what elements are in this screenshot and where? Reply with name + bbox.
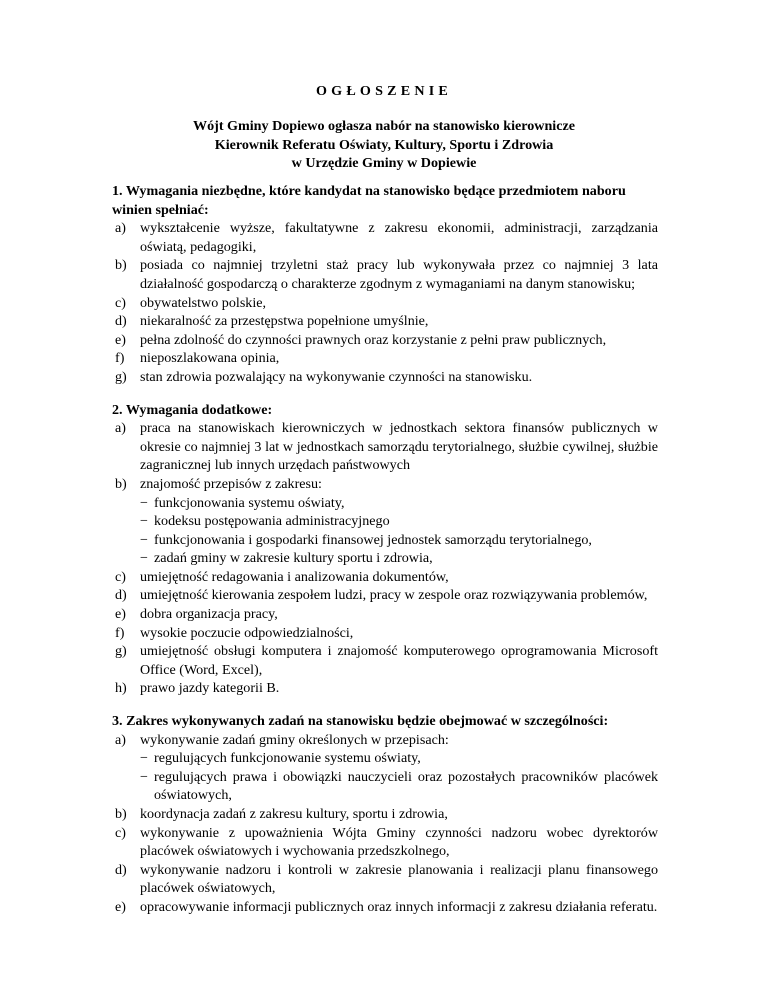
item-label: g) [115,368,127,385]
list-item [112,805,658,824]
item-label: c) [115,824,126,841]
item-text: dobra organizacja pracy, [140,606,278,623]
item-text: wykonywanie nadzoru i kontroli w zakresie planowania i realizacji planu finansowego placówek oświatowych, [140,861,658,897]
item-text: niekaralność za przestępstwa popełnione umyślnie, [140,313,429,330]
item-label: b) [115,806,127,822]
list-item [112,294,658,313]
item-label: a) [115,420,126,437]
dash-symbol: − [140,531,148,548]
list-item [112,331,658,350]
dash-item [112,768,658,805]
item-text: prawo jazdy kategorii B. [140,680,280,697]
dash-text: regulujących prawa i obowiązki nauczycieli oraz pozostałych pracowników placówek oświatowych, [154,768,658,804]
item-label: b) [115,475,127,492]
dash-symbol: − [140,750,148,767]
item-text: posiada co najmniej trzyletni staż pracy lub wykonywała przez co najmniej 3 lata działalność gospodarczą o charakterze zgodnym z wymaganiami na danym stanowisku; [140,257,658,292]
item-label: c) [115,294,126,311]
list-item [112,679,658,698]
item-label: d) [115,861,127,878]
list-item [112,731,658,750]
document-content [112,182,658,931]
list-item [112,586,658,605]
item-label: e) [115,331,126,348]
subtitle-line-3: w Urzędzie Gminy w Dopiewie [291,155,477,172]
section-requirements-essential [112,182,658,387]
item-label: b) [115,257,127,274]
list-item [112,312,658,331]
list-item [112,475,658,494]
dash-symbol: − [140,768,148,785]
dash-item [112,549,658,568]
dash-text: zadań gminy w zakresie kultury sportu i zdrowia, [154,550,433,567]
item-text: praca na stanowiskach kierowniczych w jednostkach sektora finansów publicznych w okresie co najmniej 3 lat w jednostkach samorządu terytorialnego, służbie cywilnej, służbie zagranicznej lub innych urzędach państwowych [140,420,658,474]
list-item [112,256,658,293]
dash-item [112,512,658,531]
list-item [112,219,658,256]
item-label: c) [115,568,126,585]
section-heading: 2. Wymagania dodatkowe: [112,401,273,418]
subtitle-line-2: Kierownik Referatu Oświaty, Kultury, Sportu i Zdrowia [214,136,554,153]
item-label: g) [115,643,127,660]
item-text: obywatelstwo polskie, [140,294,267,311]
dash-item [112,494,658,513]
item-text: znajomość przepisów z zakresu: [140,475,322,492]
dash-text: kodeksu postępowania administracyjnego [154,513,390,530]
item-label: d) [115,587,127,604]
item-label: a) [115,220,126,237]
dash-symbol: − [140,513,148,530]
item-label: e) [115,606,126,623]
item-label: e) [115,898,126,915]
dash-symbol: − [140,494,148,511]
list-item [112,642,658,679]
item-text: umiejętność obsługi komputera i znajomość komputerowego oprogramowania Microsoft Office (Word, Excel), [140,643,658,678]
section-requirements-additional [112,401,658,699]
item-label: f) [115,350,125,367]
dash-text: funkcjonowania i gospodarki finansowej jednostek samorządu terytorialnego, [154,531,592,548]
subtitle-line-1: Wójt Gminy Dopiewo ogłasza nabór na stanowisko kierownicze [193,118,575,134]
item-text: umiejętność redagowania i analizowania dokumentów, [140,568,449,585]
item-label: h) [115,680,127,697]
list-item [112,605,658,624]
item-label: a) [115,731,126,748]
list-item [112,349,658,368]
dash-text: funkcjonowania systemu oświaty, [154,494,345,511]
list-item [112,568,658,587]
section-heading: 1. Wymagania niezbędne, które kandydat na stanowisko będące przedmiotem naboru winien spełniać: [112,183,626,218]
item-text: wykonywanie zadań gminy określonych w przepisach: [140,731,449,748]
item-text: stan zdrowia pozwalający na wykonywanie czynności na stanowisku. [140,368,533,385]
section-heading: 3. Zakres wykonywanych zadań na stanowisku będzie obejmować w szczególności: [112,713,609,730]
item-text: pełna zdolność do czynności prawnych oraz korzystanie z pełni praw publicznych, [140,331,607,348]
document-subtitle [0,117,768,173]
list-item [112,624,658,643]
item-label: d) [115,313,127,330]
dash-item [112,531,658,550]
item-text: wysokie poczucie odpowiedzialności, [140,624,354,641]
list-item [112,824,658,861]
item-text: wykonywanie z upoważnienia Wójta Gminy czynności nadzoru wobec dyrektorów placówek oświatowych i wychowania przedszkolnego, [140,824,658,860]
dash-text: regulujących funkcjonowanie systemu oświaty, [154,750,421,767]
item-text: koordynacja zadań z zakresu kultury, sportu i zdrowia, [140,806,448,822]
list-item [112,861,658,898]
document-title: OGŁOSZENIE [316,83,452,99]
dash-symbol: − [140,550,148,567]
section-scope-of-duties [112,712,658,917]
item-text: nieposzlakowana opinia, [140,350,280,367]
list-item [112,419,658,475]
list-item [112,368,658,387]
item-text: wykształcenie wyższe, fakultatywne z zakresu ekonomii, administracji, zarządzania oświatą, pedagogiki, [140,220,658,255]
item-text: umiejętność kierowania zespołem ludzi, pracy w zespole oraz rozwiązywania problemów, [140,587,648,604]
item-label: f) [115,624,125,641]
dash-item [112,749,658,768]
item-text: opracowywanie informacji publicznych oraz innych informacji z zakresu działania referatu. [140,898,658,915]
list-item [112,898,658,917]
